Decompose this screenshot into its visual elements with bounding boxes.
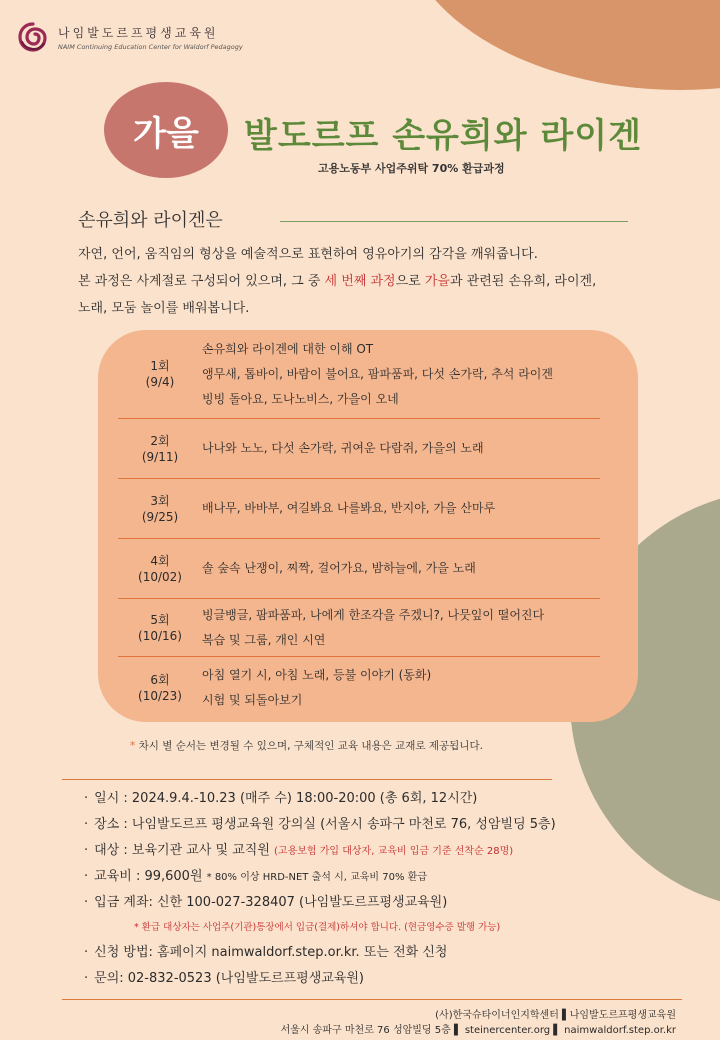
session-content-line: 앵무새, 톱바이, 바람이 불어요, 팜파품파, 다섯 손가락, 추석 라이겐 bbox=[202, 366, 553, 381]
season-label: 가을 bbox=[133, 113, 199, 154]
session-number: 4회 bbox=[150, 553, 170, 568]
session-content-line: 배나무, 바바부, 여길봐요 나를봐요, 반지야, 가을 산마루 bbox=[202, 501, 496, 515]
bullet: · bbox=[84, 895, 89, 910]
info-place-text: 장소 : 나임발도르프 평생교육원 강의실 (서울시 송파구 마천로 76, 성암빌딩 5층) bbox=[94, 817, 556, 832]
intro-line-3: 노래, 모둠 놀이를 배워봅니다. bbox=[78, 301, 250, 316]
intro-heading: 손유희와 라이겐은 bbox=[78, 210, 223, 231]
course-info bbox=[84, 786, 624, 992]
session-content bbox=[202, 663, 600, 713]
session-cell bbox=[118, 672, 202, 704]
page-subtitle: 고용노동부 사업주위탁 70% 환급과정 bbox=[318, 162, 505, 175]
session-content-line: 나나와 노노, 다섯 손가락, 귀여운 다람쥐, 가을의 노래 bbox=[202, 441, 484, 455]
session-content-line: 시험 및 되돌아보기 bbox=[202, 693, 303, 707]
info-fee bbox=[84, 864, 624, 890]
intro-line-2-part-a: 본 과정은 사계절로 구성되어 있으며, 그 중 bbox=[78, 274, 325, 289]
intro-line-2 bbox=[78, 268, 678, 295]
intro-line-2-part-b: 으로 bbox=[395, 274, 425, 289]
intro-divider bbox=[280, 221, 628, 222]
session-content-line: 복습 및 그룹, 개인 시연 bbox=[202, 632, 326, 647]
session-content-line: 빙빙 돌아요, 도나노비스, 가을이 오네 bbox=[202, 391, 399, 406]
logo-name-english: NAIM Continuing Education Center for Waldorf Pedagogy bbox=[58, 42, 243, 51]
info-target-note: (고용보험 가입 대상자, 교육비 입금 기준 선착순 28명) bbox=[274, 846, 514, 857]
session-cell bbox=[118, 433, 202, 465]
session-cell bbox=[118, 612, 202, 644]
info-apply bbox=[84, 940, 624, 966]
logo[interactable] bbox=[16, 20, 243, 54]
info-apply-text: 신청 방법: 홈페이지 naimwaldorf.step.or.kr. 또는 전화 신청 bbox=[94, 945, 448, 960]
session-number: 5회 bbox=[150, 612, 170, 627]
session-content bbox=[202, 436, 600, 461]
logo-name-korean: 나임발도르프평생교육원 bbox=[58, 25, 219, 40]
session-number: 6회 bbox=[150, 673, 170, 687]
session-date: (10/02) bbox=[138, 569, 182, 584]
info-contact bbox=[84, 966, 624, 992]
info-place bbox=[84, 812, 624, 838]
session-content bbox=[202, 496, 600, 521]
schedule-row bbox=[118, 419, 600, 479]
intro-highlight-autumn: 가을 bbox=[424, 274, 450, 289]
intro-highlight-third-course: 세 번째 과정 bbox=[324, 274, 396, 289]
bullet: · bbox=[84, 869, 89, 884]
info-fee-text: 교육비 : 99,600원 bbox=[94, 869, 207, 884]
session-content-line: 아침 열기 시, 아침 노래, 등불 이야기 (동화) bbox=[202, 668, 432, 682]
session-content bbox=[202, 603, 600, 653]
session-cell bbox=[118, 358, 202, 390]
schedule-row bbox=[118, 599, 600, 657]
schedule-table bbox=[98, 330, 638, 722]
info-target-text: 대상 : 보육기관 교사 및 교직원 bbox=[94, 843, 275, 858]
info-fee-note: * 80% 이상 HRD-NET 출석 시, 교육비 70% 환급 bbox=[206, 872, 427, 883]
section-divider bbox=[62, 779, 552, 780]
session-cell bbox=[118, 553, 202, 585]
session-content-line: 손유희와 라이겐에 대한 이해 OT bbox=[202, 341, 374, 356]
session-date: (10/16) bbox=[138, 628, 182, 643]
schedule-row bbox=[118, 539, 600, 599]
session-number: 2회 bbox=[150, 433, 170, 448]
session-cell bbox=[118, 493, 202, 525]
session-number: 3회 bbox=[150, 493, 170, 508]
session-date: (9/25) bbox=[141, 509, 179, 524]
bullet: · bbox=[84, 791, 89, 806]
refund-note: * 환급 대상자는 사업주(기관)통장에서 입금(결제)하셔야 합니다. (현금영수증 발행 가능) bbox=[134, 922, 501, 933]
decorative-orange-circle bbox=[400, 0, 720, 90]
bullet: · bbox=[84, 843, 89, 858]
schedule-row bbox=[118, 330, 600, 419]
session-content bbox=[202, 337, 600, 412]
info-account bbox=[84, 890, 624, 916]
session-date: (10/23) bbox=[138, 689, 182, 703]
note-text: 차시 별 순서는 변경될 수 있으며, 구체적인 교육 내용은 교재로 제공됩니다. bbox=[135, 740, 483, 752]
info-contact-text: 문의: 02-832-0523 (나임발도르프평생교육원) bbox=[94, 971, 365, 986]
note-asterisk: * bbox=[130, 740, 136, 752]
bullet: · bbox=[84, 817, 89, 832]
info-account-text: 입금 계좌: 신한 100-027-328407 (나임발도르프평생교육원) bbox=[94, 895, 448, 910]
bullet: · bbox=[84, 945, 89, 960]
info-date bbox=[84, 786, 624, 812]
season-badge bbox=[104, 82, 228, 178]
schedule-note bbox=[130, 738, 483, 753]
session-content bbox=[202, 556, 600, 581]
schedule-row bbox=[118, 657, 600, 719]
session-content-line: 솔 숲속 난쟁이, 찌짝, 걸어가요, 밤하늘에, 가을 노래 bbox=[202, 561, 476, 575]
footer-organizations: (사)한국슈타이너인지학센터 ▌나임발도르프평생교육원 bbox=[435, 1010, 676, 1021]
session-date: (9/4) bbox=[145, 375, 175, 389]
footer-address-links: 서울시 송파구 마천로 76 성암빌딩 5층 ▌ steinercenter.org ▌ naimwaldorf.step.or.kr bbox=[280, 1025, 676, 1036]
session-content-line: 빙글뱅글, 팜파품파, 나에게 한조각을 주겠니?, 나뭇잎이 떨어진다 bbox=[202, 607, 545, 622]
page-title: 발도르프 손유희와 라이겐 bbox=[244, 116, 642, 156]
session-date: (9/11) bbox=[141, 449, 179, 464]
schedule-row bbox=[118, 479, 600, 539]
bullet: · bbox=[84, 971, 89, 986]
intro-line-2-part-c: 과 관련된 손유희, 라이겐, bbox=[449, 274, 597, 289]
spiral-logo-icon bbox=[16, 20, 50, 54]
footer-divider bbox=[62, 999, 682, 1000]
info-target bbox=[84, 838, 624, 864]
session-number: 1회 bbox=[150, 359, 170, 373]
info-date-text: 일시 : 2024.9.4.-10.23 (매주 수) 18:00-20:00 (총 6회, 12시간) bbox=[94, 791, 478, 806]
intro-line-1: 자연, 언어, 움직임의 형상을 예술적으로 표현하여 영유아기의 감각을 깨워줍니다. bbox=[78, 247, 538, 262]
intro-text bbox=[78, 241, 678, 322]
